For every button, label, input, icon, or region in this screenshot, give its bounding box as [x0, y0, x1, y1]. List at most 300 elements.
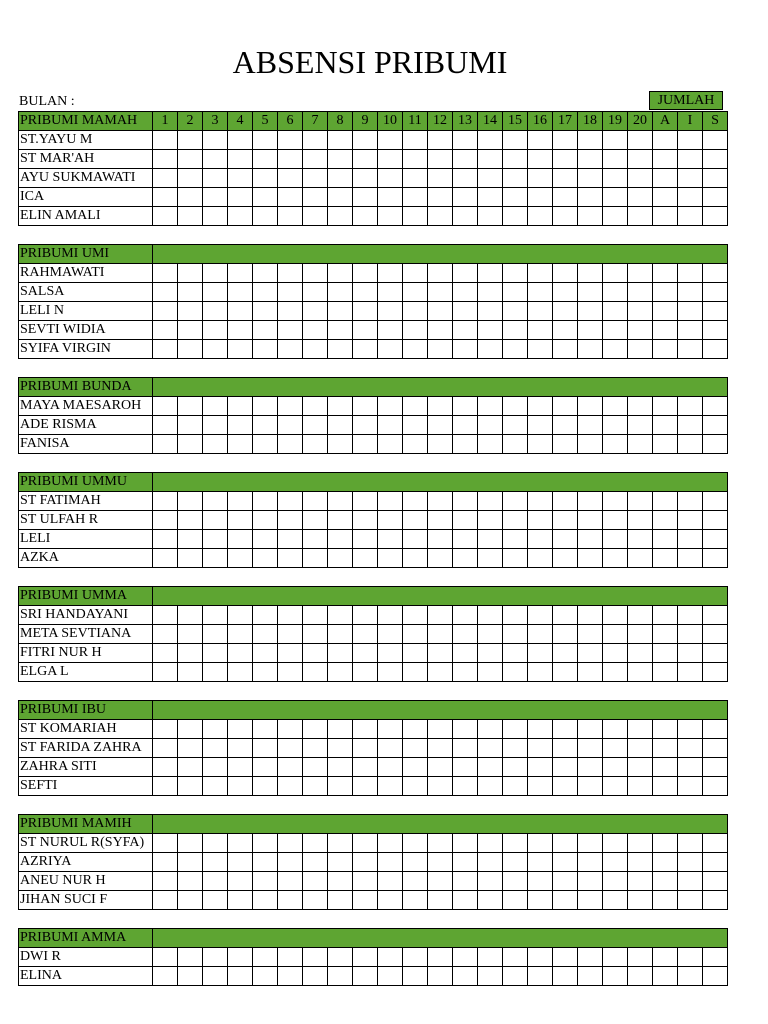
attendance-cell[interactable]: [553, 321, 578, 340]
attendance-cell[interactable]: [578, 758, 603, 777]
attendance-cell[interactable]: [178, 150, 203, 169]
attendance-cell[interactable]: [553, 758, 578, 777]
attendance-cell[interactable]: [178, 777, 203, 796]
attendance-cell[interactable]: [478, 739, 503, 758]
attendance-cell[interactable]: [403, 967, 428, 986]
attendance-cell[interactable]: [228, 150, 253, 169]
attendance-cell[interactable]: [603, 644, 628, 663]
attendance-cell[interactable]: [178, 967, 203, 986]
attendance-cell[interactable]: [578, 549, 603, 568]
attendance-cell[interactable]: [603, 492, 628, 511]
total-cell[interactable]: [653, 758, 678, 777]
attendance-cell[interactable]: [578, 283, 603, 302]
attendance-cell[interactable]: [178, 872, 203, 891]
total-cell[interactable]: [703, 625, 728, 644]
attendance-cell[interactable]: [153, 511, 178, 530]
attendance-cell[interactable]: [303, 511, 328, 530]
attendance-cell[interactable]: [228, 321, 253, 340]
attendance-cell[interactable]: [578, 150, 603, 169]
attendance-cell[interactable]: [203, 720, 228, 739]
attendance-cell[interactable]: [603, 530, 628, 549]
attendance-cell[interactable]: [253, 663, 278, 682]
attendance-cell[interactable]: [428, 530, 453, 549]
attendance-cell[interactable]: [578, 606, 603, 625]
attendance-cell[interactable]: [603, 663, 628, 682]
attendance-cell[interactable]: [303, 207, 328, 226]
attendance-cell[interactable]: [403, 397, 428, 416]
attendance-cell[interactable]: [303, 397, 328, 416]
attendance-cell[interactable]: [453, 397, 478, 416]
attendance-cell[interactable]: [428, 644, 453, 663]
total-cell[interactable]: [678, 131, 703, 150]
attendance-cell[interactable]: [578, 416, 603, 435]
attendance-cell[interactable]: [328, 872, 353, 891]
attendance-cell[interactable]: [428, 834, 453, 853]
attendance-cell[interactable]: [378, 644, 403, 663]
attendance-cell[interactable]: [603, 131, 628, 150]
attendance-cell[interactable]: [478, 606, 503, 625]
attendance-cell[interactable]: [503, 549, 528, 568]
attendance-cell[interactable]: [378, 967, 403, 986]
total-cell[interactable]: [653, 739, 678, 758]
attendance-cell[interactable]: [303, 302, 328, 321]
total-cell[interactable]: [703, 853, 728, 872]
attendance-cell[interactable]: [328, 207, 353, 226]
attendance-cell[interactable]: [328, 416, 353, 435]
attendance-cell[interactable]: [628, 492, 653, 511]
attendance-cell[interactable]: [578, 340, 603, 359]
attendance-cell[interactable]: [378, 739, 403, 758]
attendance-cell[interactable]: [153, 758, 178, 777]
attendance-cell[interactable]: [303, 758, 328, 777]
attendance-cell[interactable]: [353, 416, 378, 435]
total-cell[interactable]: [703, 188, 728, 207]
attendance-cell[interactable]: [428, 948, 453, 967]
attendance-cell[interactable]: [528, 948, 553, 967]
attendance-cell[interactable]: [503, 872, 528, 891]
attendance-cell[interactable]: [228, 663, 253, 682]
attendance-cell[interactable]: [203, 302, 228, 321]
attendance-cell[interactable]: [378, 777, 403, 796]
attendance-cell[interactable]: [378, 720, 403, 739]
attendance-cell[interactable]: [228, 625, 253, 644]
attendance-cell[interactable]: [153, 150, 178, 169]
attendance-cell[interactable]: [303, 492, 328, 511]
attendance-cell[interactable]: [528, 207, 553, 226]
attendance-cell[interactable]: [628, 511, 653, 530]
total-cell[interactable]: [678, 150, 703, 169]
attendance-cell[interactable]: [453, 872, 478, 891]
attendance-cell[interactable]: [603, 321, 628, 340]
attendance-cell[interactable]: [503, 644, 528, 663]
attendance-cell[interactable]: [628, 397, 653, 416]
attendance-cell[interactable]: [178, 435, 203, 454]
total-cell[interactable]: [653, 321, 678, 340]
attendance-cell[interactable]: [428, 321, 453, 340]
attendance-cell[interactable]: [203, 549, 228, 568]
attendance-cell[interactable]: [403, 302, 428, 321]
total-cell[interactable]: [653, 834, 678, 853]
attendance-cell[interactable]: [628, 606, 653, 625]
total-cell[interactable]: [653, 891, 678, 910]
attendance-cell[interactable]: [153, 397, 178, 416]
attendance-cell[interactable]: [503, 264, 528, 283]
attendance-cell[interactable]: [203, 663, 228, 682]
attendance-cell[interactable]: [178, 853, 203, 872]
attendance-cell[interactable]: [153, 492, 178, 511]
attendance-cell[interactable]: [378, 948, 403, 967]
attendance-cell[interactable]: [353, 131, 378, 150]
attendance-cell[interactable]: [603, 207, 628, 226]
attendance-cell[interactable]: [428, 283, 453, 302]
attendance-cell[interactable]: [278, 302, 303, 321]
attendance-cell[interactable]: [553, 302, 578, 321]
attendance-cell[interactable]: [453, 302, 478, 321]
attendance-cell[interactable]: [478, 207, 503, 226]
attendance-cell[interactable]: [603, 416, 628, 435]
attendance-cell[interactable]: [303, 777, 328, 796]
attendance-cell[interactable]: [203, 644, 228, 663]
attendance-cell[interactable]: [478, 302, 503, 321]
attendance-cell[interactable]: [478, 967, 503, 986]
attendance-cell[interactable]: [628, 321, 653, 340]
attendance-cell[interactable]: [178, 397, 203, 416]
attendance-cell[interactable]: [628, 549, 653, 568]
attendance-cell[interactable]: [328, 644, 353, 663]
attendance-cell[interactable]: [228, 739, 253, 758]
attendance-cell[interactable]: [278, 397, 303, 416]
attendance-cell[interactable]: [403, 739, 428, 758]
attendance-cell[interactable]: [278, 511, 303, 530]
attendance-cell[interactable]: [153, 834, 178, 853]
total-cell[interactable]: [678, 644, 703, 663]
attendance-cell[interactable]: [303, 834, 328, 853]
attendance-cell[interactable]: [403, 150, 428, 169]
total-cell[interactable]: [653, 948, 678, 967]
attendance-cell[interactable]: [203, 169, 228, 188]
attendance-cell[interactable]: [228, 872, 253, 891]
attendance-cell[interactable]: [528, 321, 553, 340]
total-cell[interactable]: [678, 530, 703, 549]
attendance-cell[interactable]: [628, 435, 653, 454]
attendance-cell[interactable]: [503, 340, 528, 359]
attendance-cell[interactable]: [628, 967, 653, 986]
total-cell[interactable]: [653, 150, 678, 169]
attendance-cell[interactable]: [453, 492, 478, 511]
total-cell[interactable]: [653, 283, 678, 302]
attendance-cell[interactable]: [528, 150, 553, 169]
total-cell[interactable]: [678, 853, 703, 872]
attendance-cell[interactable]: [478, 131, 503, 150]
attendance-cell[interactable]: [578, 834, 603, 853]
total-cell[interactable]: [703, 131, 728, 150]
attendance-cell[interactable]: [203, 207, 228, 226]
attendance-cell[interactable]: [153, 416, 178, 435]
attendance-cell[interactable]: [328, 188, 353, 207]
attendance-cell[interactable]: [278, 188, 303, 207]
attendance-cell[interactable]: [253, 150, 278, 169]
attendance-cell[interactable]: [528, 435, 553, 454]
total-cell[interactable]: [653, 264, 678, 283]
attendance-cell[interactable]: [603, 891, 628, 910]
attendance-cell[interactable]: [178, 663, 203, 682]
total-cell[interactable]: [653, 511, 678, 530]
attendance-cell[interactable]: [578, 644, 603, 663]
attendance-cell[interactable]: [303, 739, 328, 758]
attendance-cell[interactable]: [628, 340, 653, 359]
attendance-cell[interactable]: [303, 853, 328, 872]
total-cell[interactable]: [678, 207, 703, 226]
total-cell[interactable]: [703, 340, 728, 359]
attendance-cell[interactable]: [503, 416, 528, 435]
attendance-cell[interactable]: [528, 720, 553, 739]
total-cell[interactable]: [678, 758, 703, 777]
attendance-cell[interactable]: [553, 530, 578, 549]
attendance-cell[interactable]: [528, 511, 553, 530]
attendance-cell[interactable]: [628, 150, 653, 169]
attendance-cell[interactable]: [553, 872, 578, 891]
attendance-cell[interactable]: [503, 625, 528, 644]
attendance-cell[interactable]: [503, 321, 528, 340]
attendance-cell[interactable]: [403, 416, 428, 435]
attendance-cell[interactable]: [603, 758, 628, 777]
attendance-cell[interactable]: [453, 891, 478, 910]
total-cell[interactable]: [653, 967, 678, 986]
attendance-cell[interactable]: [303, 663, 328, 682]
attendance-cell[interactable]: [178, 321, 203, 340]
total-cell[interactable]: [653, 435, 678, 454]
attendance-cell[interactable]: [553, 188, 578, 207]
attendance-cell[interactable]: [253, 169, 278, 188]
attendance-cell[interactable]: [203, 530, 228, 549]
attendance-cell[interactable]: [428, 416, 453, 435]
attendance-cell[interactable]: [328, 397, 353, 416]
attendance-cell[interactable]: [378, 150, 403, 169]
attendance-cell[interactable]: [378, 188, 403, 207]
attendance-cell[interactable]: [378, 492, 403, 511]
attendance-cell[interactable]: [403, 264, 428, 283]
attendance-cell[interactable]: [503, 397, 528, 416]
attendance-cell[interactable]: [428, 492, 453, 511]
attendance-cell[interactable]: [278, 606, 303, 625]
attendance-cell[interactable]: [353, 625, 378, 644]
attendance-cell[interactable]: [353, 397, 378, 416]
attendance-cell[interactable]: [478, 758, 503, 777]
attendance-cell[interactable]: [503, 302, 528, 321]
attendance-cell[interactable]: [453, 948, 478, 967]
attendance-cell[interactable]: [278, 530, 303, 549]
attendance-cell[interactable]: [403, 340, 428, 359]
attendance-cell[interactable]: [528, 834, 553, 853]
attendance-cell[interactable]: [478, 321, 503, 340]
attendance-cell[interactable]: [253, 397, 278, 416]
attendance-cell[interactable]: [503, 150, 528, 169]
total-cell[interactable]: [653, 188, 678, 207]
attendance-cell[interactable]: [203, 777, 228, 796]
attendance-cell[interactable]: [328, 435, 353, 454]
total-cell[interactable]: [703, 872, 728, 891]
attendance-cell[interactable]: [428, 150, 453, 169]
attendance-cell[interactable]: [203, 606, 228, 625]
total-cell[interactable]: [678, 435, 703, 454]
attendance-cell[interactable]: [528, 739, 553, 758]
attendance-cell[interactable]: [453, 188, 478, 207]
attendance-cell[interactable]: [428, 511, 453, 530]
attendance-cell[interactable]: [203, 435, 228, 454]
attendance-cell[interactable]: [353, 150, 378, 169]
attendance-cell[interactable]: [453, 625, 478, 644]
attendance-cell[interactable]: [153, 530, 178, 549]
attendance-cell[interactable]: [328, 321, 353, 340]
attendance-cell[interactable]: [453, 967, 478, 986]
attendance-cell[interactable]: [178, 606, 203, 625]
attendance-cell[interactable]: [528, 758, 553, 777]
attendance-cell[interactable]: [603, 435, 628, 454]
attendance-cell[interactable]: [453, 150, 478, 169]
attendance-cell[interactable]: [503, 169, 528, 188]
total-cell[interactable]: [678, 891, 703, 910]
attendance-cell[interactable]: [378, 416, 403, 435]
attendance-cell[interactable]: [378, 663, 403, 682]
attendance-cell[interactable]: [453, 758, 478, 777]
attendance-cell[interactable]: [153, 302, 178, 321]
attendance-cell[interactable]: [228, 530, 253, 549]
attendance-cell[interactable]: [303, 967, 328, 986]
attendance-cell[interactable]: [253, 283, 278, 302]
total-cell[interactable]: [678, 169, 703, 188]
attendance-cell[interactable]: [553, 207, 578, 226]
attendance-cell[interactable]: [528, 891, 553, 910]
attendance-cell[interactable]: [203, 397, 228, 416]
attendance-cell[interactable]: [253, 720, 278, 739]
attendance-cell[interactable]: [553, 834, 578, 853]
attendance-cell[interactable]: [228, 777, 253, 796]
attendance-cell[interactable]: [428, 853, 453, 872]
attendance-cell[interactable]: [278, 549, 303, 568]
attendance-cell[interactable]: [178, 758, 203, 777]
total-cell[interactable]: [653, 131, 678, 150]
attendance-cell[interactable]: [303, 321, 328, 340]
attendance-cell[interactable]: [203, 150, 228, 169]
attendance-cell[interactable]: [528, 397, 553, 416]
attendance-cell[interactable]: [453, 853, 478, 872]
total-cell[interactable]: [653, 302, 678, 321]
attendance-cell[interactable]: [553, 644, 578, 663]
total-cell[interactable]: [653, 720, 678, 739]
attendance-cell[interactable]: [503, 663, 528, 682]
attendance-cell[interactable]: [228, 948, 253, 967]
attendance-cell[interactable]: [578, 264, 603, 283]
attendance-cell[interactable]: [503, 530, 528, 549]
total-cell[interactable]: [678, 492, 703, 511]
attendance-cell[interactable]: [578, 872, 603, 891]
attendance-cell[interactable]: [253, 644, 278, 663]
attendance-cell[interactable]: [428, 169, 453, 188]
attendance-cell[interactable]: [428, 435, 453, 454]
total-cell[interactable]: [703, 663, 728, 682]
attendance-cell[interactable]: [453, 321, 478, 340]
attendance-cell[interactable]: [628, 644, 653, 663]
total-cell[interactable]: [678, 416, 703, 435]
attendance-cell[interactable]: [603, 397, 628, 416]
attendance-cell[interactable]: [378, 321, 403, 340]
attendance-cell[interactable]: [528, 416, 553, 435]
attendance-cell[interactable]: [328, 530, 353, 549]
attendance-cell[interactable]: [528, 872, 553, 891]
attendance-cell[interactable]: [203, 625, 228, 644]
attendance-cell[interactable]: [428, 625, 453, 644]
attendance-cell[interactable]: [528, 967, 553, 986]
attendance-cell[interactable]: [253, 435, 278, 454]
attendance-cell[interactable]: [153, 739, 178, 758]
attendance-cell[interactable]: [378, 834, 403, 853]
attendance-cell[interactable]: [178, 264, 203, 283]
attendance-cell[interactable]: [528, 530, 553, 549]
total-cell[interactable]: [703, 169, 728, 188]
attendance-cell[interactable]: [553, 739, 578, 758]
attendance-cell[interactable]: [503, 967, 528, 986]
attendance-cell[interactable]: [453, 416, 478, 435]
attendance-cell[interactable]: [153, 340, 178, 359]
attendance-cell[interactable]: [303, 150, 328, 169]
attendance-cell[interactable]: [403, 853, 428, 872]
attendance-cell[interactable]: [603, 834, 628, 853]
attendance-cell[interactable]: [328, 492, 353, 511]
attendance-cell[interactable]: [353, 891, 378, 910]
attendance-cell[interactable]: [153, 720, 178, 739]
attendance-cell[interactable]: [428, 891, 453, 910]
attendance-cell[interactable]: [228, 416, 253, 435]
attendance-cell[interactable]: [253, 758, 278, 777]
attendance-cell[interactable]: [578, 777, 603, 796]
attendance-cell[interactable]: [153, 948, 178, 967]
attendance-cell[interactable]: [203, 948, 228, 967]
attendance-cell[interactable]: [578, 207, 603, 226]
attendance-cell[interactable]: [178, 131, 203, 150]
total-cell[interactable]: [653, 644, 678, 663]
attendance-cell[interactable]: [328, 264, 353, 283]
attendance-cell[interactable]: [578, 663, 603, 682]
attendance-cell[interactable]: [503, 207, 528, 226]
attendance-cell[interactable]: [278, 872, 303, 891]
attendance-cell[interactable]: [428, 663, 453, 682]
total-cell[interactable]: [678, 872, 703, 891]
attendance-cell[interactable]: [278, 948, 303, 967]
attendance-cell[interactable]: [578, 131, 603, 150]
total-cell[interactable]: [703, 739, 728, 758]
attendance-cell[interactable]: [628, 416, 653, 435]
attendance-cell[interactable]: [628, 834, 653, 853]
attendance-cell[interactable]: [553, 777, 578, 796]
attendance-cell[interactable]: [478, 169, 503, 188]
attendance-cell[interactable]: [178, 492, 203, 511]
total-cell[interactable]: [703, 530, 728, 549]
total-cell[interactable]: [703, 967, 728, 986]
attendance-cell[interactable]: [228, 169, 253, 188]
attendance-cell[interactable]: [203, 283, 228, 302]
attendance-cell[interactable]: [603, 606, 628, 625]
attendance-cell[interactable]: [303, 891, 328, 910]
attendance-cell[interactable]: [303, 872, 328, 891]
attendance-cell[interactable]: [328, 150, 353, 169]
attendance-cell[interactable]: [478, 150, 503, 169]
attendance-cell[interactable]: [228, 435, 253, 454]
attendance-cell[interactable]: [228, 549, 253, 568]
attendance-cell[interactable]: [378, 169, 403, 188]
attendance-cell[interactable]: [278, 720, 303, 739]
attendance-cell[interactable]: [478, 853, 503, 872]
attendance-cell[interactable]: [403, 321, 428, 340]
